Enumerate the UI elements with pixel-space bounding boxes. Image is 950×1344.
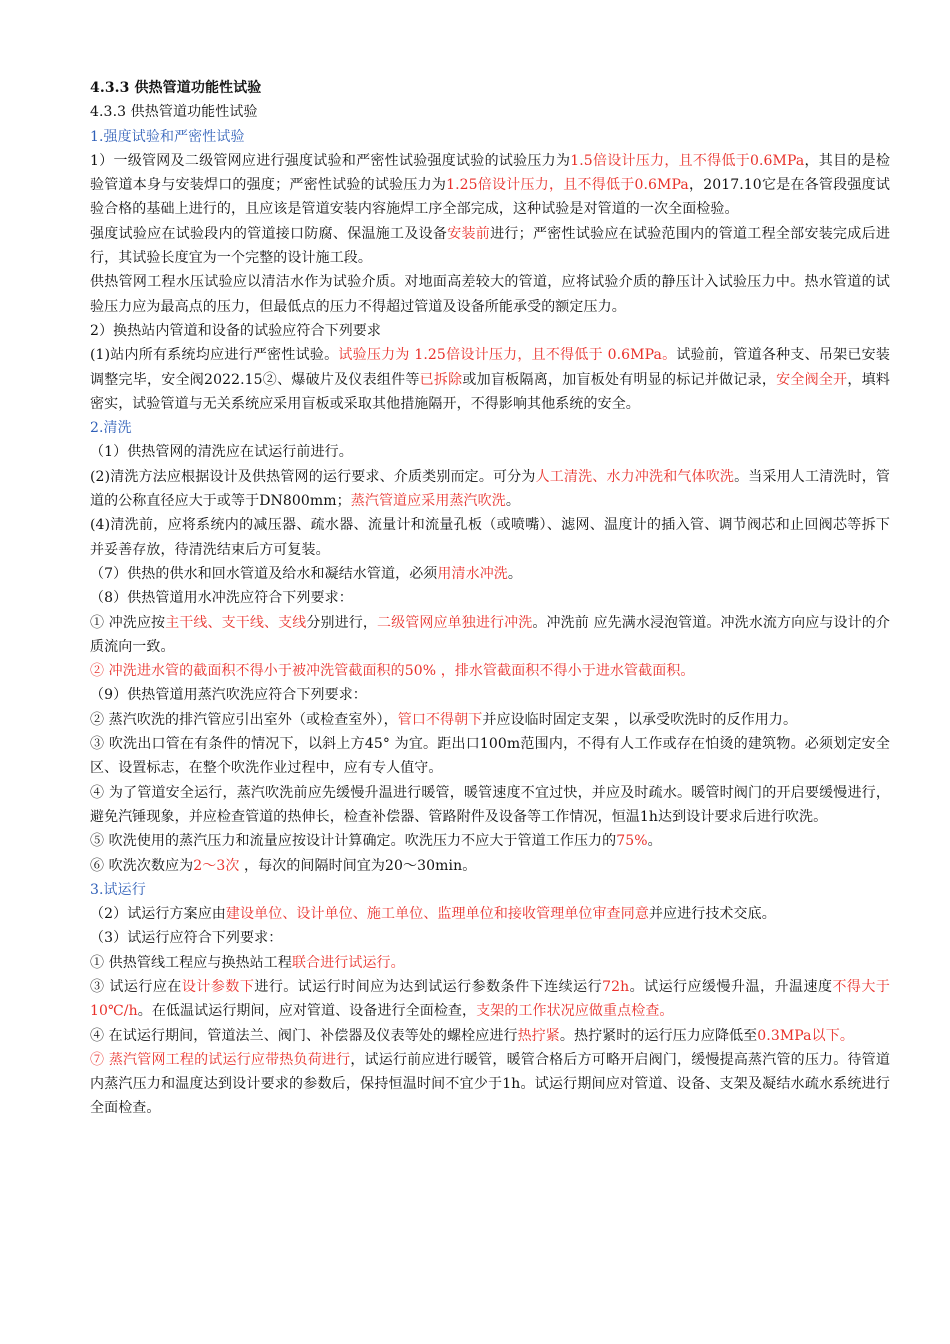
- text-segment: ，填料密实，试验管道与无关系统应采用盲板或采取其他措施隔开，不得影响其他系统的安全。: [90, 371, 890, 412]
- paragraph: [90, 222, 890, 271]
- highlighted-text: 用清水冲洗: [437, 565, 508, 582]
- paragraph: [90, 659, 890, 683]
- text-segment: 。: [647, 833, 662, 850]
- text-segment: 。热拧紧时的运行压力应降低至: [559, 1027, 758, 1044]
- text-segment: (1)站内所有系统均应进行严密性试验。: [90, 347, 339, 364]
- text-segment: 1.强度试验和严密性试验: [90, 128, 245, 145]
- section-heading: [90, 416, 890, 440]
- text-segment: ③ 吹洗出口管在有条件的情况下，以斜上方45° 为宜。距出口100m范围内，不得有人工作或存在怕烫的建筑物。必须划定安全区、设置标志，在整个吹洗作业过程中，应有专人值守。: [90, 736, 890, 777]
- text-segment: 。: [505, 493, 520, 510]
- text-segment: 。: [507, 565, 523, 582]
- text-segment: 1）一级管网及二级管网应进行强度试验和严密性试验强度试验的试验压力为: [90, 152, 571, 169]
- highlighted-text: ② 冲洗进水管的截面积不得小于被冲洗管截面积的50% ，排水管截面积不得小于进水管截面积。: [90, 663, 695, 680]
- highlighted-text: 设计参数下: [181, 978, 255, 995]
- text-segment: （3）试运行应符合下列要求：: [90, 930, 283, 947]
- paragraph: [90, 854, 890, 878]
- paragraph: [90, 562, 890, 586]
- text-segment: 试验前，管道各种支、吊架已安装调整完毕，安全阀2022.15②、爆破片及仪表组件等: [90, 347, 891, 388]
- highlighted-text: 热拧紧: [517, 1027, 560, 1044]
- highlighted-text: 2～3次: [193, 857, 240, 874]
- paragraph: [90, 829, 890, 853]
- paragraph: [90, 586, 890, 610]
- text-segment: ⑥ 吹洗次数应为: [90, 857, 194, 874]
- text-segment: ⑤ 吹洗使用的蒸汽压力和流量应按设计计算确定。吹洗压力不应大于管道工作压力的: [90, 833, 617, 850]
- text-segment: ，其目的是检验管道本身与安装焊口的强度；严密性试验的试验压力为: [90, 152, 890, 194]
- highlighted-text: 二级管网应单独进行冲洗: [377, 614, 533, 631]
- highlighted-text: ⑦ 蒸汽管网工程的试运行应带热负荷进行: [90, 1051, 351, 1068]
- section-heading: [90, 878, 890, 902]
- highlighted-text: 联合进行试运行。: [291, 954, 405, 971]
- paragraph: [90, 926, 890, 950]
- text-segment: (4)清洗前，应将系统内的减压器、疏水器、流量计和流量孔板（或喷嘴）、滤网、温度计的插入管、调节阀芯和止回阀芯等拆下并妥善存放，待清洗结束后方可复装。: [90, 517, 890, 558]
- paragraph: [90, 708, 890, 732]
- highlighted-text: 支架的工作状况应做重点检查。: [476, 1003, 674, 1020]
- text-segment: 进行；严密性试验应在试验范围内的管道工程全部安装完成后进行，其试验长度宜为一个完整的设计施工段。: [90, 225, 890, 267]
- paragraph: [90, 975, 890, 1024]
- paragraph: [90, 440, 890, 464]
- paragraph: [90, 1024, 890, 1048]
- paragraph: [90, 343, 890, 416]
- document-body: [90, 76, 890, 1121]
- highlighted-text: 安全阀全开: [776, 371, 848, 388]
- highlighted-text: 建设单位、设计单位、施工单位、监理单位和接收管理单位审查同意: [225, 906, 649, 923]
- text-segment: 2.清洗: [90, 420, 132, 437]
- text-segment: 分别进行，: [306, 614, 378, 631]
- highlighted-text: 人工清洗、水力冲洗和气体吹洗: [535, 468, 735, 485]
- text-segment: （1）供热管网的清洗应在试运行前进行。: [90, 444, 353, 461]
- text-segment: (2)清洗方法应根据设计及供热管网的运行要求、介质类别而定。可分为: [90, 468, 536, 485]
- highlighted-text: 管口不得朝下: [397, 711, 483, 728]
- text-segment: 进行。试运行时间应为达到试运行参数条件下连续运行: [254, 978, 603, 995]
- highlighted-text: 不得大于10℃/h: [90, 978, 891, 1020]
- text-segment: 3.试运行: [90, 881, 146, 898]
- paragraph: [90, 465, 890, 514]
- text-segment: 。试运行应缓慢升温，升温速度: [629, 978, 833, 995]
- text-segment: ，试运行前应进行暖管，暖管合格后方可略开启阀门，缓慢提高蒸汽管的压力。待管道内蒸汽压力和温度达到设计要求的参数后，保持恒温时间不宜少于1h。试运行期间应对管道、设备、支架及凝结水疏水系统进行全面检查。: [90, 1051, 890, 1117]
- paragraph: [90, 513, 890, 562]
- section-heading: [90, 125, 890, 149]
- highlighted-text: 主干线、支干线、支线: [165, 614, 307, 631]
- text-segment: （9）供热管道用蒸汽吹洗应符合下列要求：: [90, 687, 367, 704]
- text-segment: 4.3.3 供热管道功能性试验: [90, 104, 258, 121]
- text-segment: （2）试运行方案应由: [90, 906, 226, 923]
- highlighted-text: 72h: [602, 978, 630, 995]
- text-segment: ，每次的间隔时间宜为20～30min。: [239, 857, 477, 874]
- text-segment: 。在低温试运行期间，应对管道、设备进行全面检查，: [137, 1003, 477, 1020]
- text-segment: ① 供热管线工程应与换热站工程: [90, 954, 292, 971]
- text-segment: ① 冲洗应按: [90, 614, 166, 631]
- text-segment: （8）供热管道用水冲洗应符合下列要求：: [90, 590, 353, 607]
- paragraph: [90, 319, 890, 343]
- text-segment: 或加盲板隔离，加盲板处有明显的标记并做记录，: [462, 371, 777, 388]
- paragraph: [90, 149, 890, 222]
- paragraph: [90, 1048, 890, 1121]
- doc-subtitle: [90, 100, 890, 124]
- paragraph: [90, 270, 890, 319]
- paragraph: [90, 781, 890, 830]
- text-segment: 强度试验应在试验段内的管道接口防腐、保温施工及设备: [90, 225, 448, 242]
- highlighted-text: 已拆除: [419, 371, 463, 388]
- paragraph: [90, 732, 890, 781]
- highlighted-text: 75%: [616, 833, 648, 850]
- text-segment: 。冲洗前 应先满水浸泡管道。冲洗水流方向应与设计的介质流向一致。: [90, 614, 890, 655]
- paragraph: [90, 902, 890, 926]
- text-segment: ④ 在试运行期间，管道法兰、阀门、补偿器及仪表等处的螺栓应进行: [90, 1027, 518, 1044]
- highlighted-text: 蒸汽管道应采用蒸汽吹洗: [350, 493, 506, 510]
- highlighted-text: 0.3MPa以下。: [757, 1027, 854, 1044]
- text-segment: 并应进行技术交底。: [648, 906, 776, 923]
- text-segment: ，2017.10它是在各管段强度试验合格的基础上进行的，且应该是管道安装内容施焊工序全部完成，这种试验是对管道的一次全面检验。: [90, 177, 891, 218]
- paragraph: [90, 951, 890, 975]
- text-segment: ② 蒸汽吹洗的排汽管应引出室外（或检查室外），: [90, 711, 398, 728]
- text-segment: 并应设临时固定支架 ，以承受吹洗时的反作用力。: [482, 711, 798, 728]
- highlighted-text: 安装前: [447, 225, 491, 242]
- text-segment: ④ 为了管道安全运行，蒸汽吹洗前应先缓慢升温进行暖管，暖管速度不宜过快，并应及时疏水。暖管时阀门的开启要缓慢进行，避免汽锤现象，并应检查管道的热伸长，检查补偿器、管路附件及设备等工作情况，恒温1h达到设计要求后进行吹洗。: [90, 784, 890, 825]
- highlighted-text: 试验压力为 1.25倍设计压力，且不得低于 0.6MPa。: [338, 347, 677, 364]
- text-segment: 2）换热站内管道和设备的试验应符合下列要求: [90, 322, 382, 339]
- paragraph: [90, 611, 890, 660]
- highlighted-text: 1.25倍设计压力，且不得低于0.6MPa: [446, 177, 689, 194]
- text-segment: （7）供热的供水和回水管道及给水和凝结水管道，必须: [90, 565, 438, 582]
- text-segment: ③ 试运行应在: [90, 978, 182, 995]
- text-segment: 4.3.3 供热管道功能性试验: [90, 80, 262, 96]
- doc-title: [90, 76, 890, 100]
- text-segment: 。当采用人工清洗时，管道的公称直径应大于或等于DN800mm；: [90, 468, 890, 510]
- paragraph: [90, 683, 890, 707]
- highlighted-text: 1.5倍设计压力，且不得低于0.6MPa: [570, 152, 805, 169]
- text-segment: 供热管网工程水压试验应以清洁水作为试验介质。对地面高差较大的管道，应将试验介质的静压计入试验压力中。热水管道的试验压力应为最高点的压力，但最低点的压力不得超过管道及设备所能承受的额定压力。: [90, 274, 890, 315]
